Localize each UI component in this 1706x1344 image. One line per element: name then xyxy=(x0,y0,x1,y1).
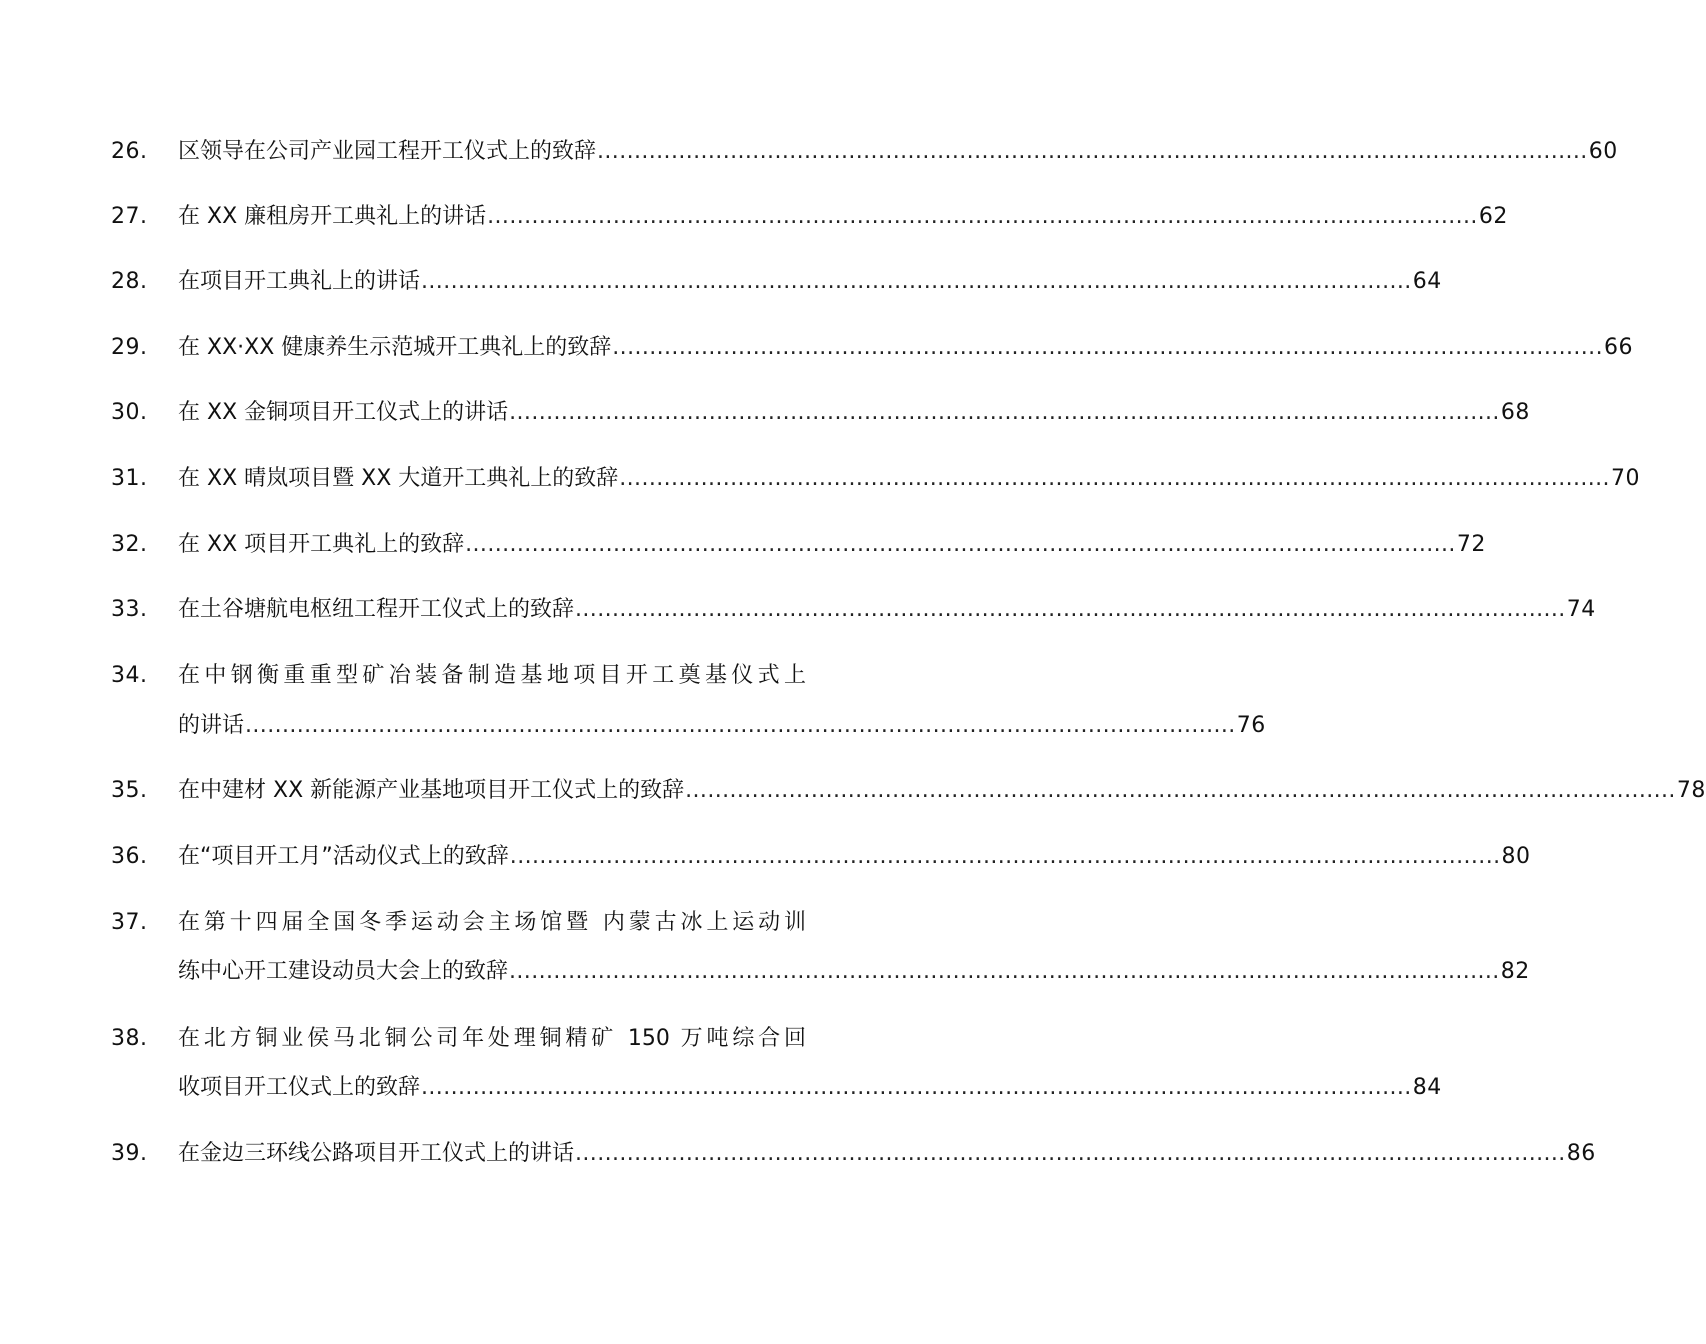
entry-number: 27. xyxy=(111,204,148,229)
dot-leader: ...................................................................................................................................... xyxy=(509,959,1500,984)
dot-leader: ...................................................................................................................................... xyxy=(612,335,1603,360)
entry-page-number: 60 xyxy=(1588,139,1618,164)
entry-number: 26. xyxy=(111,139,148,164)
entry-title: 在 XX 项目开工典礼上的致辞 xyxy=(178,532,465,557)
entry-title: 在中建材 XX 新能源产业基地项目开工仪式上的致辞 xyxy=(178,778,685,803)
entry-page-number: 70 xyxy=(1610,466,1640,491)
entry-title-line-1: 在第十四届全国冬季运动会主场馆暨 内蒙古冰上运动训 xyxy=(178,910,806,935)
entry-number: 37. xyxy=(111,910,148,935)
dot-leader: ...................................................................................................................................... xyxy=(685,778,1676,803)
entry-number: 33. xyxy=(111,597,148,622)
dot-leader: ...................................................................................................................................... xyxy=(487,204,1478,229)
entry-title: 在项目开工典礼上的讲话 xyxy=(178,269,421,294)
entry-page-number: 78 xyxy=(1676,778,1706,803)
entry-page-number: 84 xyxy=(1412,1075,1442,1100)
dot-leader: ...................................................................................................................................... xyxy=(575,1141,1566,1166)
dot-leader: ...................................................................................................................................... xyxy=(619,466,1610,491)
entry-page-number: 62 xyxy=(1478,204,1508,229)
entry-title: 在金边三环线公路项目开工仪式上的讲话 xyxy=(178,1141,575,1166)
entry-number: 34. xyxy=(111,663,148,688)
entry-number: 31. xyxy=(111,466,148,491)
dot-leader: ...................................................................................................................................... xyxy=(421,269,1412,294)
entry-number: 39. xyxy=(111,1141,148,1166)
entry-page-number: 72 xyxy=(1456,532,1486,557)
entry-title: 在 XX 晴岚项目暨 XX 大道开工典礼上的致辞 xyxy=(178,466,619,491)
dot-leader: ...................................................................................................................................... xyxy=(509,400,1500,425)
entry-number: 32. xyxy=(111,532,148,557)
entry-title: 在 XX 金铜项目开工仪式上的讲话 xyxy=(178,400,509,425)
entry-title-line-2: 收项目开工仪式上的致辞 xyxy=(178,1075,421,1100)
entry-title: 在 XX 廉租房开工典礼上的讲话 xyxy=(178,204,487,229)
entry-page-number: 66 xyxy=(1603,335,1633,360)
entry-title: 区领导在公司产业园工程开工仪式上的致辞 xyxy=(178,139,597,164)
entry-title: 在“项目开工月”活动仪式上的致辞 xyxy=(178,844,509,869)
entry-title-line-2: 的讲话 xyxy=(178,713,245,738)
entry-number: 36. xyxy=(111,844,148,869)
dot-leader: ...................................................................................................................................... xyxy=(597,139,1588,164)
entry-title: 在 XX·XX 健康养生示范城开工典礼上的致辞 xyxy=(178,335,612,360)
entry-number: 35. xyxy=(111,778,148,803)
entry-page-number: 64 xyxy=(1412,269,1442,294)
entry-title-line-2: 练中心开工建设动员大会上的致辞 xyxy=(178,959,509,984)
dot-leader: ...................................................................................................................................... xyxy=(245,713,1236,738)
entry-page-number: 76 xyxy=(1236,713,1266,738)
entry-page-number: 82 xyxy=(1500,959,1530,984)
dot-leader: ...................................................................................................................................... xyxy=(509,844,1501,869)
entry-page-number: 74 xyxy=(1566,597,1596,622)
dot-leader: ...................................................................................................................................... xyxy=(421,1075,1412,1100)
dot-leader: ...................................................................................................................................... xyxy=(575,597,1566,622)
entry-title-line-1: 在北方铜业侯马北铜公司年处理铜精矿 150 万吨综合回 xyxy=(178,1026,806,1051)
entry-title-line-1: 在中钢衡重重型矿冶装备制造基地项目开工奠基仪式上 xyxy=(178,663,806,688)
entry-page-number: 80 xyxy=(1501,844,1531,869)
dot-leader: ...................................................................................................................................... xyxy=(465,532,1456,557)
entry-number: 30. xyxy=(111,400,148,425)
entry-number: 38. xyxy=(111,1026,148,1051)
entry-number: 29. xyxy=(111,335,148,360)
entry-number: 28. xyxy=(111,269,148,294)
entry-title: 在土谷塘航电枢纽工程开工仪式上的致辞 xyxy=(178,597,575,622)
entry-page-number: 68 xyxy=(1500,400,1530,425)
entry-page-number: 86 xyxy=(1566,1141,1596,1166)
